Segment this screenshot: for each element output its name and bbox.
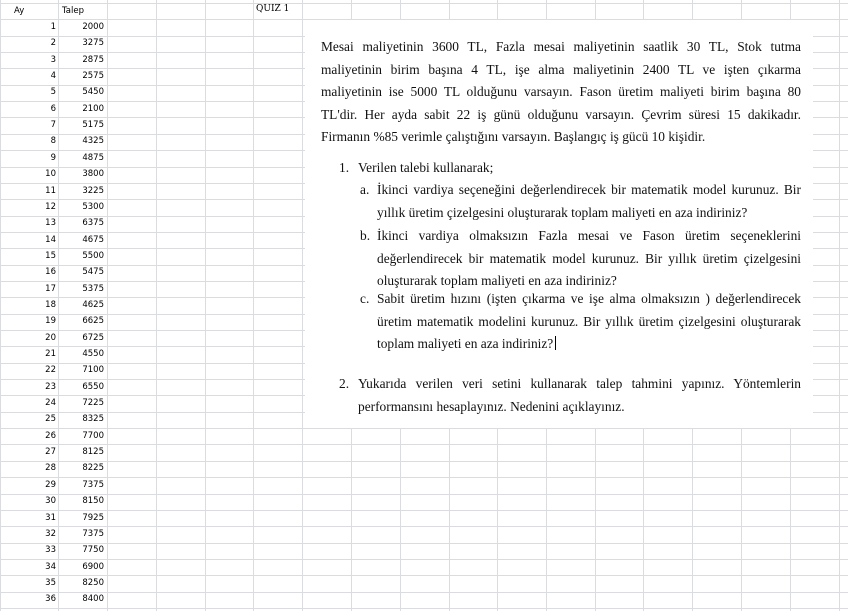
cell-talep[interactable]: 6900 [82,562,104,572]
cell-ay[interactable]: 8 [50,136,56,146]
cell-talep[interactable]: 7375 [82,480,104,490]
question-2-text: Yukarıda verilen veri setini kullanarak talep tahmini yapınız. Yöntemlerin performansını hesaplayınız. Nedenini açıklayınız. [358,376,801,414]
cell-talep[interactable]: 4625 [82,300,104,310]
cell-ay[interactable]: 36 [45,594,56,604]
cell-talep[interactable]: 5375 [82,284,104,294]
cell-ay[interactable]: 5 [50,87,56,97]
question-2-number: 2. [339,376,350,391]
question-1c-content: Sabit üretim hızını (işten çıkarma ve işe alma olmaksızın ) değerlendirecek üretim matematik modelini kurunuz. Bir yıllık üretim çizelgesini oluşturarak toplam maliyeti en aza indiriniz? [377,291,801,351]
cell-ay[interactable]: 2 [50,38,56,48]
question-1b-label: b. [360,228,371,243]
cell-ay[interactable]: 33 [45,545,56,555]
question-1c-label: c. [360,291,370,306]
cell-talep[interactable]: 8125 [82,447,104,457]
column-header-talep[interactable]: Talep [62,6,84,16]
cell-ay[interactable]: 11 [45,186,56,196]
cell-ay[interactable]: 26 [45,431,56,441]
cell-ay[interactable]: 12 [45,202,56,212]
cell-talep[interactable]: 3225 [82,186,104,196]
cell-ay[interactable]: 16 [45,267,56,277]
cell-ay[interactable]: 10 [45,169,56,179]
cell-ay[interactable]: 32 [45,529,56,539]
question-1a-text: İkinci vardiya seçeneğini değerlendirecek bir matematik model kurunuz. Bir yıllık üretim çizelgesini oluşturarak toplam maliyeti en aza indiriniz? [377,182,801,220]
cell-talep[interactable]: 8150 [82,496,104,506]
cell-talep[interactable]: 6725 [82,333,104,343]
cell-ay[interactable]: 1 [50,22,56,32]
cell-talep[interactable]: 7225 [82,398,104,408]
cell-talep[interactable]: 3275 [82,38,104,48]
cell-talep[interactable]: 5300 [82,202,104,212]
cell-talep[interactable]: 5500 [82,251,104,261]
cell-ay[interactable]: 28 [45,463,56,473]
cell-talep[interactable]: 2100 [82,104,104,114]
cell-ay[interactable]: 13 [45,218,56,228]
column-header-ay[interactable]: Ay [14,6,25,16]
quiz-text-box[interactable] [305,20,813,428]
cell-ay[interactable]: 18 [45,300,56,310]
cell-talep[interactable]: 2875 [82,55,104,65]
cell-talep[interactable]: 6375 [82,218,104,228]
cell-ay[interactable]: 22 [45,365,56,375]
cell-ay[interactable]: 35 [45,578,56,588]
cell-ay[interactable]: 27 [45,447,56,457]
cell-talep[interactable]: 8400 [82,594,104,604]
cell-talep[interactable]: 5175 [82,120,104,130]
cell-ay[interactable]: 21 [45,349,56,359]
text-cursor [555,336,556,350]
question-1b-text: İkinci vardiya olmaksızın Fazla mesai ve Fason üretim seçeneklerini değerlendirecek bir matematik model kurunuz. Bir yıllık üretim çizelgesini oluşturarak toplam maliyeti en aza indiriniz? [377,228,801,288]
cell-talep[interactable]: 7700 [82,431,104,441]
cell-talep[interactable]: 4675 [82,235,104,245]
cell-ay[interactable]: 34 [45,562,56,572]
cell-talep[interactable]: 8225 [82,463,104,473]
cell-talep[interactable]: 6550 [82,382,104,392]
cell-talep[interactable]: 7100 [82,365,104,375]
cell-ay[interactable]: 4 [50,71,56,81]
cell-ay[interactable]: 9 [50,153,56,163]
cell-ay[interactable]: 20 [45,333,56,343]
cell-ay[interactable]: 30 [45,496,56,506]
cell-talep[interactable]: 7375 [82,529,104,539]
cell-ay[interactable]: 24 [45,398,56,408]
cell-talep[interactable]: 3800 [82,169,104,179]
cell-talep[interactable]: 5450 [82,87,104,97]
cell-talep[interactable]: 7750 [82,545,104,555]
cell-talep[interactable]: 2000 [82,22,104,32]
cell-ay[interactable]: 23 [45,382,56,392]
cell-talep[interactable]: 4550 [82,349,104,359]
cell-ay[interactable]: 7 [50,120,56,130]
cell-talep[interactable]: 8325 [82,414,104,424]
cell-talep[interactable]: 2575 [82,71,104,81]
cell-ay[interactable]: 31 [45,513,56,523]
cell-ay[interactable]: 29 [45,480,56,490]
cell-ay[interactable]: 17 [45,284,56,294]
cell-ay[interactable]: 14 [45,235,56,245]
cell-talep[interactable]: 6625 [82,316,104,326]
cell-talep[interactable]: 4875 [82,153,104,163]
question-1a-label: a. [360,182,370,197]
question-1c-text [377,288,801,356]
quiz-title-cell[interactable]: QUIZ 1 [256,4,290,14]
cell-ay[interactable]: 3 [50,55,56,65]
question-1-number: 1. [339,160,350,175]
cell-talep[interactable]: 4325 [82,136,104,146]
cell-talep[interactable]: 8250 [82,578,104,588]
intro-paragraph: Mesai maliyetinin 3600 TL, Fazla mesai maliyetinin saatlik 30 TL, Stok tutma maliyetinin birim başına 4 TL, işe alma maliyetinin 2400 TL ve işten çıkarma maliyetinin ise 5000 TL olduğunu varsayın. Fason üretim maliyeti birim başına 80 TL'dir. Her ayda sabit 22 iş günü olduğunu varsayın. Çevrim süresi 15 dakikadır. Firmanın %85 verimle çalıştığını varsayın. Başlangıç iş gücü 10 kişidir. [321,39,801,144]
cell-ay[interactable]: 25 [45,414,56,424]
cell-talep[interactable]: 5475 [82,267,104,277]
cell-ay[interactable]: 15 [45,251,56,261]
cell-talep[interactable]: 7925 [82,513,104,523]
cell-ay[interactable]: 19 [45,316,56,326]
question-1-text: Verilen talebi kullanarak; [358,160,494,175]
cell-ay[interactable]: 6 [50,104,56,114]
